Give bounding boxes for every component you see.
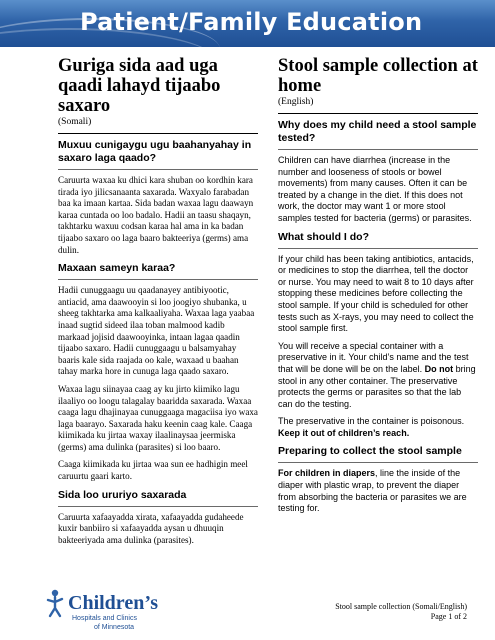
divider <box>278 248 478 249</box>
page-number: Page 1 of 2 <box>430 612 467 621</box>
banner-title: Patient/Family Education <box>80 8 423 36</box>
childrens-logo <box>44 588 164 636</box>
logo-subtitle: of Minnesota <box>94 624 135 631</box>
english-paragraph <box>278 468 478 514</box>
english-language-label: (English) <box>278 97 314 107</box>
english-paragraph <box>278 341 478 411</box>
somali-heading-how: Sida loo ururiyo saxarada <box>58 488 187 501</box>
somali-column <box>58 56 258 552</box>
english-heading-what: What should I do? <box>278 230 369 243</box>
text-run: The preservative in the container is poisonous. <box>278 416 465 427</box>
divider <box>58 169 258 170</box>
page-footer <box>335 602 467 622</box>
header-banner <box>0 0 495 47</box>
english-heading-prepare: Preparing to collect the stool sample <box>278 445 462 458</box>
emphasis: Do not <box>424 363 454 374</box>
divider <box>278 149 478 150</box>
text-run: You will receive a special container with a preservative in it. Your child’s name and the test that will be done will be on the label. <box>278 340 469 374</box>
english-paragraph <box>278 416 478 439</box>
somali-heading-why: Muxuu cunigaygu ugu baahanyahay in saxaro laga qaado? <box>58 139 252 164</box>
text-run: , line the inside of the diaper with plastic wrap, to prevent the diaper from absorbing the bacteria or parasites we are testing for. <box>278 468 467 514</box>
divider <box>278 462 478 463</box>
divider <box>58 279 258 280</box>
text-run: bring stool in any other container. The preservative protects the germs or parasites so that the lab can do the testing. <box>278 363 476 409</box>
divider <box>278 113 478 114</box>
somali-paragraph: Caruurta xafaayadda xirata, xafaayadda gudaheede kuxir banbiiro si xafaayadda aysan u dhuuqin bakteeriyada ama dulinka (parasites). <box>58 511 244 545</box>
somali-paragraph: Waxaa lagu siinayaa caag ay ku jirto kiimiko lagu ilaaliyo oo loogu talagalay baaridda saxarada. Waxaa caaga lagu dhajinayaa cunuggaaga magaciisa iyo waxa laga baarayo. Saxarada haku keenin caag kale. Caaga kiimikada ku jirtaa waxay ilaalinaysaa jeermiska (germs) ama dulinka (parasites) si loo baaro. <box>58 383 258 452</box>
divider <box>58 133 258 134</box>
english-paragraph: Children can have diarrhea (increase in the number and looseness of stools or bowel movements) from many causes. Often it can be treated by a change in the diet. If this does not work, the doctor may want 1 or more stool samples tested for bacteria (germs) or parasites. <box>278 155 472 223</box>
logo-subtitle: Hospitals and Clinics <box>72 615 137 622</box>
english-heading-why: Why does my child need a stool sample tested? <box>278 119 477 144</box>
english-column <box>278 56 478 521</box>
somali-heading-what: Maxaan sameyn karaa? <box>58 262 176 275</box>
somali-paragraph: Caaga kiimikada ku jirtaa waa sun ee hadhigin meel caruurtu gaari karto. <box>58 459 248 482</box>
divider <box>58 506 258 507</box>
english-title: Stool sample collection at home <box>278 56 478 96</box>
warning-text: Keep it out of children’s reach. <box>278 427 410 438</box>
english-paragraph: If your child has been taking antibiotics, antacids, or medicines to stop the diarrhea, tell the doctor or nurse. You may need to wait 8 to 10 days after stopping these medicines before collecting the stool sample. If your child is scheduled for other tests such as X-rays, you may need to collect the stool sample first. <box>278 253 474 334</box>
somali-paragraph: Hadii cunuggaagu uu qaadanayey antibiyootic, antiacid, ama daawooyin si loo joogiyo shubanka, u sheeg takhtarka ama kalkaaliyaha. Waxaa laga yaabaa inaad sugtid sideed ilaa toban malmood kadib markaad jojisid daawooyinka, intaan lagaa qaadin tijaabo saxaro. Hadii cunuggaagu u balsamyahay baaris kale sida raajada oo kale, waxaad u baahan tahay marka hore in cunuga laga qaado saxaro. <box>58 285 255 377</box>
footer-doc-title: Stool sample collection (Somali/English) <box>335 602 467 611</box>
emphasis: For children in diapers <box>278 468 376 479</box>
somali-paragraph: Caruurta waxaa ku dhici kara shuban oo kordhin kara tirada iyo jilicsanaanta saxarada. Waxyalo farabadan baa ka imaan kartaa. Sida badan waxaa lagu daawayn karaa cuntada oo loo badalo. Hadii an taasu shaqayn, takhtarku waxuu codsan karaa hal ama in ka badan tijaabo saxaro oo laga baaro bakteeriya (germs) ama dulin. <box>58 175 254 255</box>
logo-name: Children’s <box>68 592 159 614</box>
child-figure-icon <box>44 588 66 618</box>
somali-language-label: (Somali) <box>58 117 92 127</box>
somali-title: Guriga sida aad uga qaadi lahayd tijaabo saxaro <box>58 56 221 116</box>
